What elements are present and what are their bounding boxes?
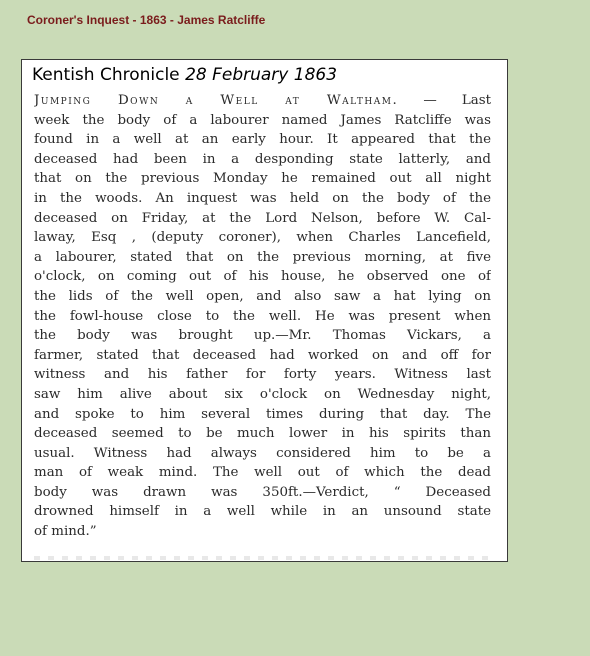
clipping-line: a labourer, stated that on the previous morning, at five xyxy=(34,249,491,265)
clipping-line: witness and his father for forty years. Witness last xyxy=(34,367,491,383)
clipping-line: drowned himself in a well while in an unsound state xyxy=(34,504,491,520)
newspaper-clipping-card xyxy=(21,59,508,562)
clipping-line: of mind.” xyxy=(34,524,97,540)
clipping-first-line xyxy=(34,91,491,111)
clipping-line: the body was brought up.—Mr. Thomas Vickars, a xyxy=(34,328,491,344)
clipping-line: deceased on Friday, at the Lord Nelson, before W. Cal- xyxy=(34,210,491,226)
clipping-line: laway, Esq , (deputy coroner), when Charles Lancefield, xyxy=(34,230,491,246)
article-headline: Jumping Down a Well at Waltham. xyxy=(34,93,399,108)
clipping-line: body was drawn was 350ft.—Verdict, “ Deceased xyxy=(34,484,491,500)
clipping-line: that on the previous Monday he remained out all night xyxy=(34,171,491,187)
clipping-line: the lids of the well open, and also saw a hat lying on xyxy=(34,288,491,304)
clipping-line: and spoke to him several times during that day. The xyxy=(34,406,491,422)
clipping-text xyxy=(34,91,491,542)
clipping-line: week the body of a labourer named James Ratcliffe was xyxy=(34,112,491,128)
clipping-line: in the woods. An inquest was held on the body of the xyxy=(34,190,491,206)
source-date: 28 February 1863 xyxy=(185,65,338,85)
first-line-tail: — Last xyxy=(423,93,491,108)
clipping-line: the fowl-house close to the well. He was present when xyxy=(34,308,491,324)
clipping-line: deceased seemed to be much lower in his spirits than xyxy=(34,426,491,442)
clipping-line: farmer, stated that deceased had worked on and off for xyxy=(34,347,491,363)
clipping-line: o'clock, on coming out of his house, he observed one of xyxy=(34,269,491,285)
clipping-line: usual. Witness had always considered him to be a xyxy=(34,445,491,461)
clipping-torn-edge xyxy=(34,556,491,560)
page-heading: Coroner's Inquest - 1863 - James Ratcliffe xyxy=(27,13,266,27)
clipping-line: man of weak mind. The well out of which the dead xyxy=(34,465,491,481)
source-name: Kentish Chronicle xyxy=(32,65,180,85)
clipping-line: saw him alive about six o'clock on Wednesday night, xyxy=(34,386,491,402)
clipping-line: deceased had been in a desponding state latterly, and xyxy=(34,151,491,167)
clipping-line: found in a well at an early hour. It appeared that the xyxy=(34,132,491,148)
clipping-source-title xyxy=(32,65,337,85)
